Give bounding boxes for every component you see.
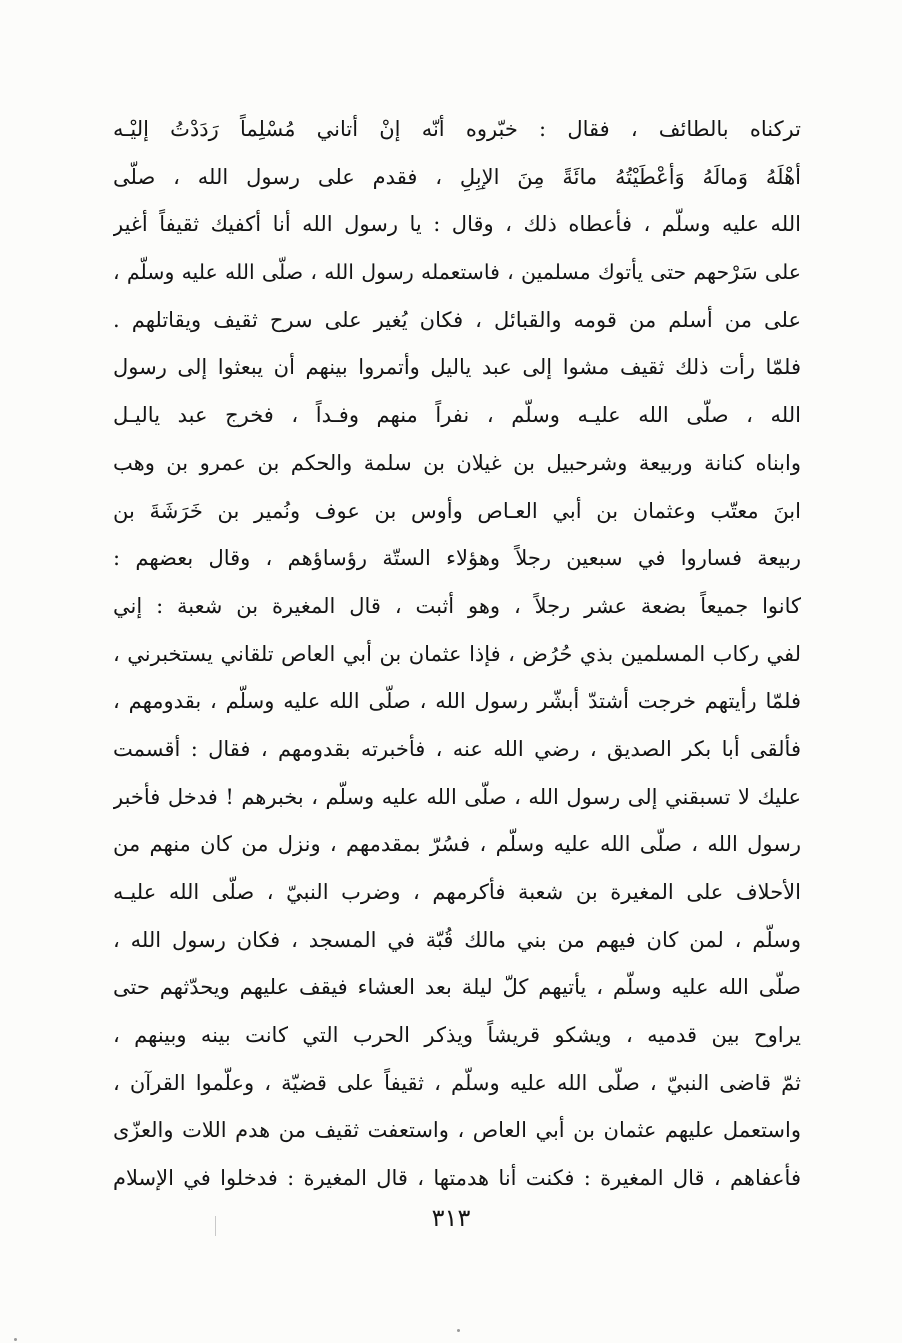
text-line: صلّى الله عليه وسلّم ، يأتيهم كلّ ليلة بعد العشاء فيقف عليهم ويحدّثهم حتى <box>113 975 801 1000</box>
text-line: كانوا جميعاً بضعة عشر رجلاً ، وهو أثبت ، قال المغيرة بن شعبة : إني <box>113 593 801 618</box>
page-number: ٣١٣ <box>431 1204 471 1232</box>
text-line: ربيعة فساروا في سبعين رجلاً وهؤلاء الستّة رؤساؤهم ، وقال بعضهم : <box>113 546 801 571</box>
text-line: واستعمل عليهم عثمان بن أبي العاص ، واستعفت ثقيف من هدم اللات والعزّى <box>113 1118 801 1143</box>
text-line: وسلّم ، لمن كان فيهم من بني مالك قُبّة في المسجد ، فكان رسول الله ، <box>113 927 801 952</box>
text-line: وابناه كنانة وربيعة وشرحبيل بن غيلان بن سلمة والحكم بن عمرو بن وهب <box>113 450 801 475</box>
text-line: الله ، صلّى الله عليـه وسلّم ، نفراً منهم وفـداً ، فخرج عبد ياليـل <box>113 403 801 428</box>
scan-speck <box>457 1329 460 1332</box>
text-line: فلمّا رأت ذلك ثقيف مشوا إلى عبد ياليل وأتمروا بينهم أن يبعثوا إلى رسول <box>113 355 801 380</box>
text-line: الله عليه وسلّم ، فأعطاه ذلك ، وقال : يا رسول الله أنا أكفيك ثقيفاً أغير <box>113 212 801 237</box>
text-line: يراوح بين قدميه ، ويشكو قريشاً ويذكر الحرب التي كانت بينه وبينهم ، <box>113 1023 801 1048</box>
text-line: الأحلاف على المغيرة بن شعبة فأكرمهم ، وضرب النبيّ ، صلّى الله عليـه <box>113 880 801 904</box>
scan-speck <box>14 1338 17 1341</box>
body-text <box>113 106 801 1203</box>
text-line: على سَرْحهم حتى يأتوك مسلمين ، فاستعمله رسول الله ، صلّى الله عليه وسلّم ، <box>113 260 801 285</box>
text-line: عليك لا تسبقني إلى رسول الله ، صلّى الله عليه وسلّم ، بخبرهم ! فدخل فأخبر <box>113 784 801 809</box>
text-line: ثمّ قاضى النبيّ ، صلّى الله عليه وسلّم ، ثقيفاً على قضيّة ، وعلّموا القرآن ، <box>113 1070 801 1095</box>
scan-scratch <box>215 1216 216 1236</box>
text-line: لفي ركاب المسلمين بذي حُرُض ، فإذا عثمان بن أبي العاص تلقاني يستخبرني ، <box>113 641 801 666</box>
text-line: أهْلَهُ وَمالَهُ وَأعْطَيْتُهُ مائَةً مِنَ الإبِلِ ، فقدم على رسول الله ، صلّى <box>113 164 801 189</box>
text-line: تركناه بالطائف ، فقال : خبّروه أنّه إنْ أتاني مُسْلِماً رَدَدْتُ إليْـه <box>113 117 801 141</box>
text-line: فألقى أبا بكر الصديق ، رضي الله عنه ، فأخبرته بقدومهم ، فقال : أقسمت <box>113 736 801 761</box>
text-line: ابنَ معتّب وعثمان بن أبي العـاص وأوس بن عوف ونُمير بن خَرَشَةَ بن <box>113 498 801 523</box>
text-line: فلمّا رأيتهم خرجت أشتدّ أبشّر رسول الله ، صلّى الله عليه وسلّم ، بقدومهم ، <box>113 689 801 714</box>
text-line: رسول الله ، صلّى الله عليه وسلّم ، فسُرّ بمقدمهم ، ونزل من كان منهم من <box>113 832 801 857</box>
text-line: على من أسلم من قومه والقبائل ، فكان يُغير على سرح ثقيف ويقاتلهم . <box>113 307 801 332</box>
text-line: فأعفاهم ، قال المغيرة : فكنت أنا هدمتها ، قال المغيرة : فدخلوا في الإسلام <box>113 1166 801 1191</box>
